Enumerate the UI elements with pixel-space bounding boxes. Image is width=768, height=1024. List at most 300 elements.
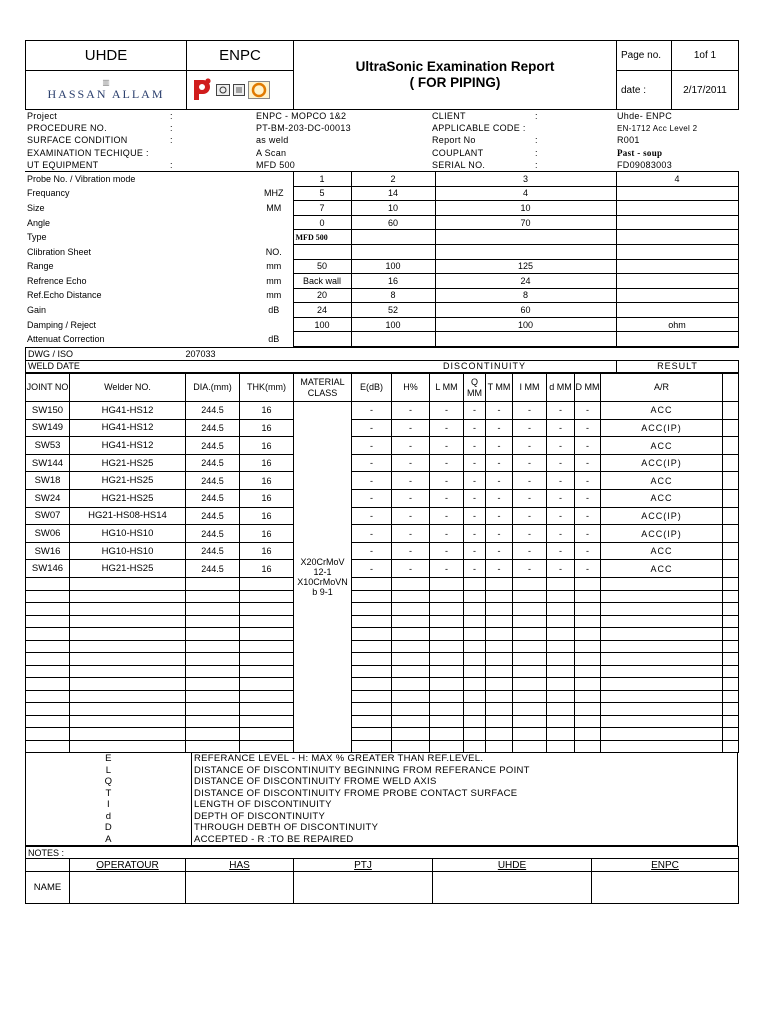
probe-settings	[25, 171, 739, 347]
discontinuity-cell: -	[547, 542, 575, 560]
probe-row	[25, 215, 738, 230]
discontinuity-cell: -	[430, 525, 464, 543]
welder-no: HG21-HS25	[70, 472, 186, 490]
discontinuity-cell: -	[464, 525, 486, 543]
signature-ptj[interactable]	[294, 872, 433, 904]
probe-value-1: MFD 500	[293, 230, 351, 245]
page-value: 1of 1	[672, 41, 739, 71]
spacer-cell	[723, 560, 739, 578]
discontinuity-cell: -	[464, 560, 486, 578]
welder-no: HG21-HS25	[70, 560, 186, 578]
empty-cell	[240, 590, 294, 603]
probe-param-unit: NO.	[265, 246, 282, 257]
date-label: date :	[617, 71, 672, 110]
signature-party: UHDE	[433, 859, 592, 872]
discontinuity-cell: -	[547, 472, 575, 490]
probe-param-label: Attenuat Correction	[27, 334, 105, 345]
spacer-cell	[723, 542, 739, 560]
empty-cell	[392, 703, 430, 716]
probe-param-unit: mm	[266, 275, 282, 286]
empty-cell	[352, 578, 392, 591]
discontinuity-cell: -	[513, 472, 547, 490]
empty-cell	[547, 615, 575, 628]
probe-row	[25, 288, 738, 303]
empty-cell	[601, 728, 723, 741]
weld-col-header: D MM	[575, 374, 601, 402]
discontinuity-cell: -	[486, 472, 513, 490]
iso-badge-icon	[216, 84, 230, 96]
discontinuity-cell: -	[547, 454, 575, 472]
empty-cell	[464, 703, 486, 716]
discontinuity-cell: -	[486, 507, 513, 525]
weld-row-empty	[26, 615, 739, 628]
empty-cell	[723, 740, 739, 753]
discontinuity-cell: -	[547, 402, 575, 420]
info-right-value: FD09083003	[617, 159, 673, 170]
thk-value: 16	[240, 437, 294, 455]
weld-row	[26, 437, 739, 455]
empty-cell	[601, 740, 723, 753]
discontinuity-cell: -	[464, 402, 486, 420]
empty-cell	[70, 715, 186, 728]
discontinuity-cell: -	[575, 472, 601, 490]
weld-row-empty	[26, 690, 739, 703]
thk-value: 16	[240, 472, 294, 490]
result-value: ACC	[601, 490, 723, 508]
empty-cell	[392, 665, 430, 678]
empty-cell	[513, 715, 547, 728]
hassan-allam-logo	[26, 71, 187, 110]
probe-value-3: 3	[435, 171, 616, 186]
empty-cell	[240, 653, 294, 666]
spacer-cell	[723, 454, 739, 472]
report-title-line2: ( FOR PIPING)	[409, 75, 501, 90]
probe-param-label: Ref.Echo Distance	[27, 290, 102, 301]
info-right-label: Report No	[432, 135, 476, 146]
thk-value: 16	[240, 454, 294, 472]
probe-value-3: 24	[435, 274, 616, 289]
legend-key: T	[26, 788, 192, 800]
discontinuity-cell: -	[575, 490, 601, 508]
weld-row-empty	[26, 578, 739, 591]
empty-cell	[392, 590, 430, 603]
empty-cell	[575, 740, 601, 753]
empty-cell	[464, 665, 486, 678]
info-right-label: SERIAL NO.	[432, 159, 486, 170]
empty-cell	[547, 603, 575, 616]
signature-has[interactable]	[186, 872, 294, 904]
discontinuity-cell: -	[430, 454, 464, 472]
company-uhde: UHDE	[26, 41, 187, 71]
probe-row	[25, 201, 738, 216]
empty-cell	[430, 578, 464, 591]
discontinuity-cell: -	[575, 560, 601, 578]
joint-no: SW16	[26, 542, 70, 560]
weld-row-empty	[26, 703, 739, 716]
empty-cell	[186, 653, 240, 666]
discontinuity-cell: -	[547, 419, 575, 437]
signature-party: PTJ	[294, 859, 433, 872]
joint-no: SW150	[26, 402, 70, 420]
empty-cell	[240, 740, 294, 753]
discontinuity-cell: -	[464, 542, 486, 560]
info-right-colon: :	[535, 111, 538, 122]
discontinuity-cell: -	[430, 542, 464, 560]
empty-cell	[513, 590, 547, 603]
empty-cell	[486, 703, 513, 716]
probe-value-2	[351, 244, 435, 259]
thk-value: 16	[240, 525, 294, 543]
ut-report-sheet	[25, 40, 738, 904]
empty-cell	[240, 603, 294, 616]
spacer-cell	[723, 437, 739, 455]
discontinuity-cell: -	[430, 472, 464, 490]
discontinuity-cell: -	[352, 454, 392, 472]
notes-label: NOTES :	[26, 847, 739, 859]
probe-value-3: 60	[435, 303, 616, 318]
empty-cell	[352, 640, 392, 653]
empty-cell	[464, 715, 486, 728]
empty-cell	[723, 628, 739, 641]
probe-value-4	[616, 186, 738, 201]
discontinuity-cell: -	[547, 560, 575, 578]
probe-value-3: 4	[435, 186, 616, 201]
legend-key: L	[26, 765, 192, 777]
weld-row-empty	[26, 665, 739, 678]
discontinuity-cell: -	[575, 525, 601, 543]
thk-value: 16	[240, 542, 294, 560]
legend-text: DISTANCE OF DISCONTINUITY FROME PROBE CONTACT SURFACE	[194, 787, 518, 799]
empty-cell	[240, 615, 294, 628]
discontinuity-cell: -	[513, 402, 547, 420]
legend-row	[26, 788, 738, 800]
discontinuity-cell: -	[352, 560, 392, 578]
empty-cell	[547, 628, 575, 641]
empty-cell	[430, 665, 464, 678]
empty-cell	[26, 615, 70, 628]
empty-cell	[601, 665, 723, 678]
date-value: 2/17/2011	[672, 71, 739, 110]
empty-cell	[486, 590, 513, 603]
result-value: ACC(IP)	[601, 507, 723, 525]
empty-cell	[26, 653, 70, 666]
empty-cell	[723, 678, 739, 691]
empty-cell	[240, 665, 294, 678]
spacer-cell	[723, 472, 739, 490]
legend-text: DISTANCE OF DISCONTINUITY FROME WELD AXIS	[194, 776, 437, 788]
empty-cell	[430, 615, 464, 628]
empty-cell	[601, 653, 723, 666]
dia-value: 244.5	[186, 542, 240, 560]
contractor-logos	[187, 71, 294, 110]
weld-row	[26, 419, 739, 437]
empty-cell	[575, 603, 601, 616]
dia-value: 244.5	[186, 454, 240, 472]
empty-cell	[486, 640, 513, 653]
probe-param-unit: dB	[268, 334, 280, 345]
dia-value: 244.5	[186, 472, 240, 490]
weld-col-header: A/R	[601, 374, 723, 402]
probe-row	[25, 186, 738, 201]
probe-param-unit	[255, 317, 293, 332]
discontinuity-cell: -	[575, 454, 601, 472]
notes-signature-block	[25, 846, 739, 904]
spacer-cell	[723, 419, 739, 437]
empty-cell	[392, 715, 430, 728]
discontinuity-cell: -	[352, 472, 392, 490]
probe-row	[25, 317, 738, 332]
welder-no: HG41-HS12	[70, 419, 186, 437]
probe-value-1: Back wall	[293, 274, 351, 289]
joint-no: SW146	[26, 560, 70, 578]
spacer-cell	[723, 507, 739, 525]
probe-row	[25, 171, 738, 186]
weld-col-header: DIA.(mm)	[186, 374, 240, 402]
discontinuity-cell: -	[392, 560, 430, 578]
empty-cell	[26, 678, 70, 691]
empty-cell	[486, 615, 513, 628]
empty-cell	[575, 728, 601, 741]
empty-cell	[186, 590, 240, 603]
report-title	[294, 41, 617, 110]
signature-uhde[interactable]	[433, 872, 592, 904]
probe-value-4: 4	[616, 171, 738, 186]
empty-cell	[547, 590, 575, 603]
empty-cell	[26, 578, 70, 591]
empty-cell	[70, 590, 186, 603]
welder-no: HG10-HS10	[70, 542, 186, 560]
probe-value-2: 8	[351, 288, 435, 303]
empty-cell	[723, 728, 739, 741]
thk-value: 16	[240, 490, 294, 508]
result-value: ACC(IP)	[601, 419, 723, 437]
empty-cell	[547, 740, 575, 753]
probe-row	[25, 244, 738, 259]
empty-cell	[723, 578, 739, 591]
probe-param-label: Frequancy	[27, 188, 70, 199]
empty-cell	[352, 628, 392, 641]
probe-row	[25, 332, 738, 347]
discontinuity-cell: -	[392, 490, 430, 508]
empty-cell	[392, 640, 430, 653]
legend-row	[26, 811, 738, 823]
dia-value: 244.5	[186, 437, 240, 455]
discontinuity-cell: -	[513, 507, 547, 525]
probe-value-3: 100	[435, 317, 616, 332]
empty-cell	[430, 740, 464, 753]
weld-row-empty	[26, 590, 739, 603]
empty-cell	[547, 678, 575, 691]
discontinuity-cell: -	[352, 542, 392, 560]
probe-param-label: Clibration Sheet	[27, 246, 92, 257]
empty-cell	[513, 703, 547, 716]
probe-param-unit: mm	[266, 261, 282, 272]
probe-value-4: ohm	[616, 317, 738, 332]
empty-cell	[513, 615, 547, 628]
legend-row	[26, 822, 738, 834]
weld-row-empty	[26, 640, 739, 653]
thk-value: 16	[240, 507, 294, 525]
empty-cell	[186, 678, 240, 691]
probe-value-4	[616, 215, 738, 230]
joint-no: SW144	[26, 454, 70, 472]
legend-key: A	[26, 834, 192, 846]
weld-row	[26, 525, 739, 543]
empty-cell	[601, 628, 723, 641]
empty-cell	[486, 578, 513, 591]
discontinuity-cell: -	[352, 525, 392, 543]
empty-cell	[601, 690, 723, 703]
probe-value-1	[293, 332, 351, 347]
spacer-cell	[723, 490, 739, 508]
info-right-label: APPLICABLE CODE :	[432, 123, 526, 134]
probe-value-1	[293, 244, 351, 259]
legend-row	[26, 765, 738, 777]
probe-value-4	[616, 332, 738, 347]
empty-cell	[430, 653, 464, 666]
empty-cell	[186, 578, 240, 591]
probe-row	[25, 259, 738, 274]
empty-cell	[464, 678, 486, 691]
empty-cell	[70, 578, 186, 591]
discontinuity-cell: -	[486, 490, 513, 508]
discontinuity-cell: -	[430, 490, 464, 508]
discontinuity-cell: -	[513, 490, 547, 508]
empty-cell	[575, 703, 601, 716]
legend-row	[26, 776, 738, 788]
joint-no: SW18	[26, 472, 70, 490]
weld-row-empty	[26, 603, 739, 616]
empty-cell	[240, 728, 294, 741]
empty-cell	[70, 690, 186, 703]
legend-text: DEPTH OF DISCONTINUITY	[194, 810, 326, 822]
legend-text: ACCEPTED - R :TO BE REPAIRED	[194, 833, 354, 845]
info-left-value: ENPC - MOPCO 1&2	[256, 111, 347, 122]
empty-cell	[513, 653, 547, 666]
empty-cell	[464, 740, 486, 753]
empty-cell	[430, 590, 464, 603]
info-right-value: Uhde- ENPC	[617, 111, 673, 122]
probe-param-label: Damping / Reject	[27, 319, 97, 330]
weld-row	[26, 542, 739, 560]
empty-cell	[601, 715, 723, 728]
empty-cell	[352, 665, 392, 678]
probe-value-2: 60	[351, 215, 435, 230]
discontinuity-cell: -	[352, 437, 392, 455]
dia-value: 244.5	[186, 490, 240, 508]
weld-col-spacer	[723, 374, 739, 402]
weld-col-header: L MM	[430, 374, 464, 402]
result-value: ACC	[601, 437, 723, 455]
thk-value: 16	[240, 419, 294, 437]
thk-value: 16	[240, 402, 294, 420]
weld-row	[26, 472, 739, 490]
probe-param-label: Size	[27, 202, 45, 213]
empty-cell	[486, 603, 513, 616]
info-right-label: CLIENT	[432, 111, 466, 122]
discontinuity-cell: -	[486, 525, 513, 543]
empty-cell	[186, 703, 240, 716]
empty-cell	[513, 578, 547, 591]
empty-cell	[430, 603, 464, 616]
info-right-value: Past - soup	[617, 147, 663, 158]
empty-cell	[486, 740, 513, 753]
probe-param-label: Type	[27, 232, 47, 243]
discontinuity-cell: -	[575, 419, 601, 437]
empty-cell	[464, 578, 486, 591]
empty-cell	[352, 653, 392, 666]
dia-value: 244.5	[186, 507, 240, 525]
empty-cell	[486, 653, 513, 666]
company-enpc: ENPC	[187, 41, 294, 71]
info-row	[25, 110, 738, 122]
probe-value-4	[616, 201, 738, 216]
empty-cell	[464, 628, 486, 641]
info-left-label: EXAMINATION TECHIQUE :	[27, 147, 149, 158]
result-value: ACC(IP)	[601, 454, 723, 472]
empty-cell	[352, 715, 392, 728]
discontinuity-cell: -	[486, 454, 513, 472]
empty-cell	[513, 628, 547, 641]
weld-row	[26, 402, 739, 420]
probe-value-2: 10	[351, 201, 435, 216]
probe-value-2: 2	[351, 171, 435, 186]
discontinuity-cell: -	[392, 472, 430, 490]
empty-cell	[464, 653, 486, 666]
info-left-colon: :	[170, 135, 173, 146]
empty-cell	[513, 640, 547, 653]
dwg-label: DWG / ISO	[28, 348, 73, 359]
empty-cell	[186, 628, 240, 641]
empty-cell	[70, 640, 186, 653]
probe-value-3: 10	[435, 201, 616, 216]
probe-value-4	[616, 274, 738, 289]
discontinuity-cell: -	[513, 542, 547, 560]
empty-cell	[486, 690, 513, 703]
empty-cell	[352, 590, 392, 603]
probe-param-unit: mm	[266, 290, 282, 301]
discontinuity-cell: -	[430, 560, 464, 578]
probe-value-1: 1	[293, 171, 351, 186]
legend-text: LENGTH OF DISCONTINUITY	[194, 799, 332, 811]
discontinuity-cell: -	[430, 402, 464, 420]
probe-value-4	[616, 230, 738, 245]
signature-party: HAS	[186, 859, 294, 872]
empty-cell	[486, 628, 513, 641]
signature-operatour[interactable]	[70, 872, 186, 904]
legend-key: D	[26, 822, 192, 834]
discontinuity-cell: -	[513, 419, 547, 437]
empty-cell	[723, 703, 739, 716]
legend-key: I	[26, 799, 192, 811]
signature-party: OPERATOUR	[70, 859, 186, 872]
empty-cell	[723, 590, 739, 603]
discontinuity-header: DISCONTINUITY	[204, 360, 617, 373]
empty-cell	[513, 690, 547, 703]
empty-cell	[513, 740, 547, 753]
legend-block	[25, 753, 738, 846]
material-class: X20CrMoV 12-1 X10CrMoVN b 9-1	[294, 402, 352, 753]
probe-param-label: Gain	[27, 305, 47, 316]
empty-cell	[70, 665, 186, 678]
empty-cell	[547, 715, 575, 728]
empty-cell	[547, 653, 575, 666]
signature-enpc[interactable]	[592, 872, 739, 904]
empty-cell	[186, 665, 240, 678]
empty-cell	[352, 690, 392, 703]
dia-value: 244.5	[186, 402, 240, 420]
probe-value-1: 7	[293, 201, 351, 216]
